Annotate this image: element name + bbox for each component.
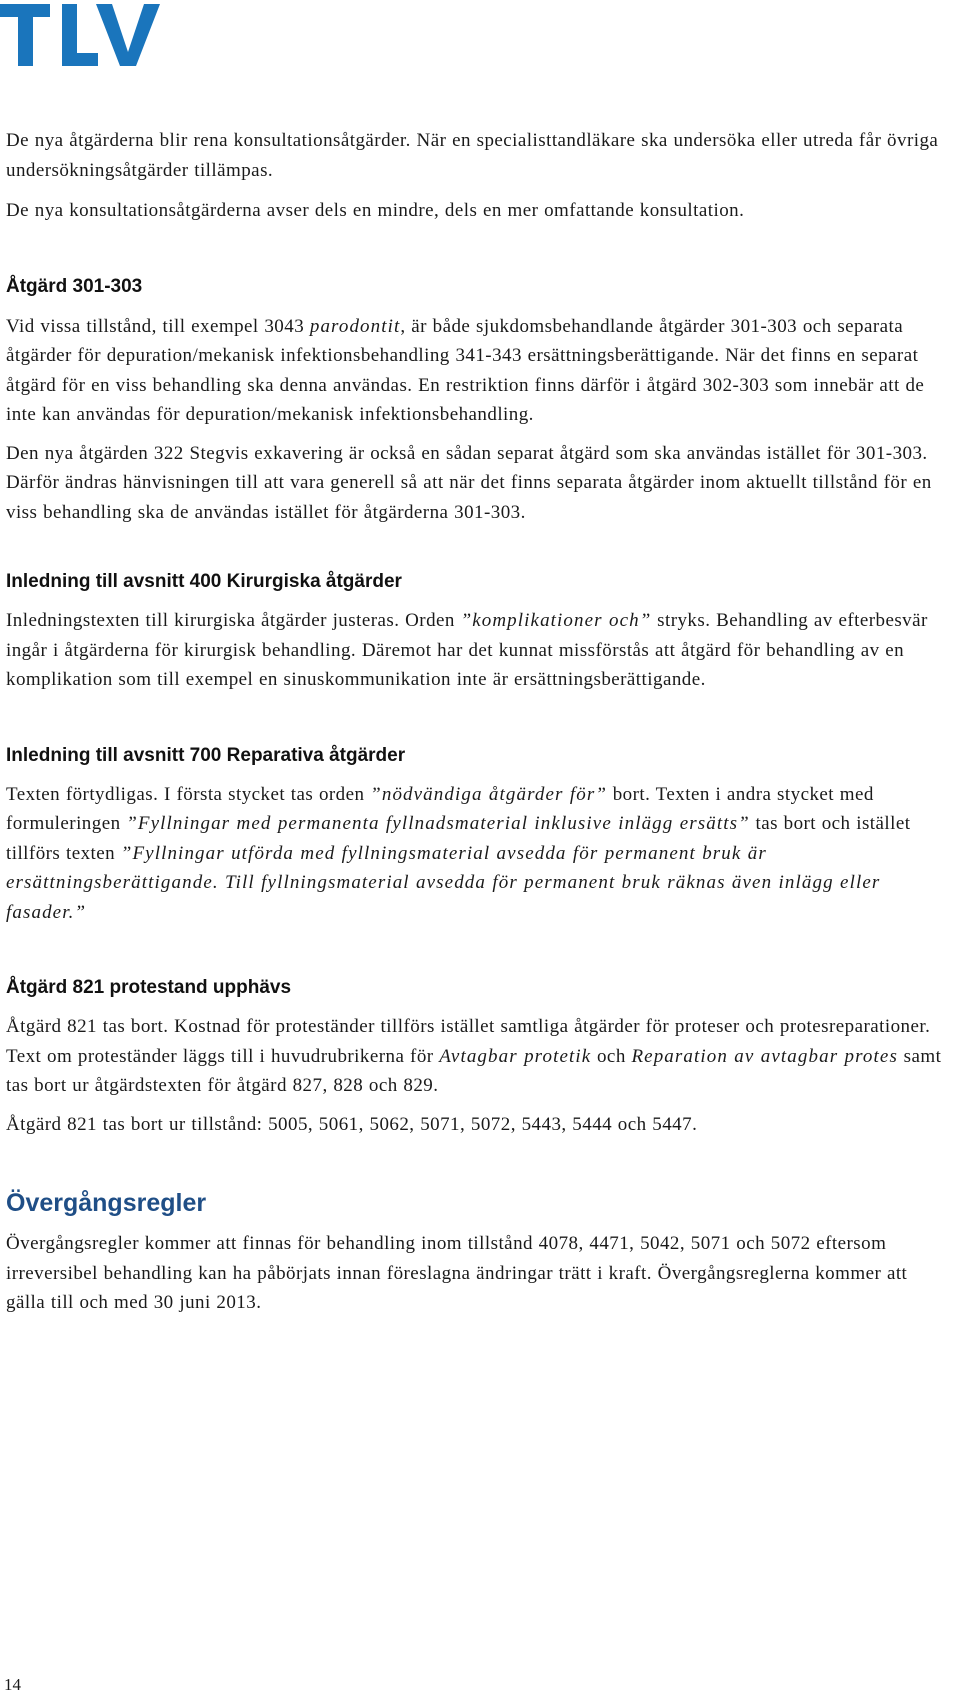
heading-section-400: Inledning till avsnitt 400 Kirurgiska åtgärder (6, 571, 402, 592)
page-number: 14 (4, 1675, 21, 1694)
transition-paragraph: Övergångsregler kommer att finnas för behandling inom tillstånd 4078, 4471, 5042, 5071 och 5072 eftersom irreversibel behandling kan ha påbörjats innan föreslagna ändringar trätt i kraft. Övergångsreglerna kommer att gälla till och med 30 juni 2013. (6, 1233, 908, 1313)
section-821-paragraph-2: Åtgärd 821 tas bort ur tillstånd: 5005, 5061, 5062, 5071, 5072, 5443, 5444 och 5447. (6, 1113, 698, 1135)
section-400-paragraph: Inledningstexten till kirurgiska åtgärder justeras. Orden ”komplikationer och” stryks. Behandling av efterbesvär ingår i åtgärderna för kirurgisk behandling. Däremot har det kunnat missförstås att åtgärd för behandling av en komplikation som till exempel en sinuskommunikation inte är ersättningsberättigande. (6, 610, 928, 690)
intro-paragraph-2: De nya konsultationsåtgärderna avser dels en mindre, dels en mer omfattande konsultation. (6, 200, 745, 221)
section-301-paragraph-1: Vid vissa tillstånd, till exempel 3043 parodontit, är både sjukdomsbehandlande åtgärder 301-303 och separata åtgärder för depuration/mekanisk infektionsbehandling 341-343 ersättningsberättigande. När det finns en separat åtgärd för en viss behandling ska denna användas. En restriktion finns därför i åtgärd 302-303 som innebär att de inte kan användas för depuration/mekanisk infektionsbehandling. (6, 315, 925, 425)
heading-overgangsregler: Övergångsregler (6, 1189, 207, 1217)
section-301-paragraph-2: Den nya åtgärden 322 Stegvis exkavering är också en sådan separat åtgärd som ska användas istället för 301-303. Därför ändras hänvisningen till att vara generell så att när det finns separata åtgärder inom aktuellt tillstånd för en viss behandling ska de användas istället för åtgärderna 301-303. (6, 442, 932, 523)
section-821-paragraph-1: Åtgärd 821 tas bort. Kostnad för proteständer tillförs istället samtliga åtgärder för proteser och protesreparationer. Text om proteständer läggs till i huvudrubrikerna för Avtagbar protetik och Reparation av avtagbar protes samt tas bort ur åtgärdstexten för åtgärd 827, 828 och 829. (6, 1016, 942, 1096)
heading-atgard-821: Åtgärd 821 protestand upphävs (6, 977, 292, 998)
document-body (6, 126, 946, 1318)
heading-section-700: Inledning till avsnitt 700 Reparativa åtgärder (6, 744, 406, 766)
tlv-logo (0, 0, 160, 70)
section-700-paragraph: Texten förtydligas. I första stycket tas orden ”nödvändiga åtgärder för” bort. Texten i andra stycket med formuleringen ”Fyllningar med permanenta fyllnadsmaterial inklusive inlägg ersätts” tas bort och istället tillförs texten ”Fyllningar utförda med fyllningsmaterial avsedda för permanent bruk är ersättningsberättigande. Till fyllningsmaterial avsedda för permanent bruk räknas även inlägg eller fasader.” (6, 783, 911, 923)
heading-atgard-301-303: Åtgärd 301-303 (6, 275, 143, 297)
intro-paragraph-1: De nya åtgärderna blir rena konsultationsåtgärder. När en specialisttandläkare ska undersöka eller utreda får övriga undersökningsåtgärder tillämpas. (6, 130, 939, 181)
